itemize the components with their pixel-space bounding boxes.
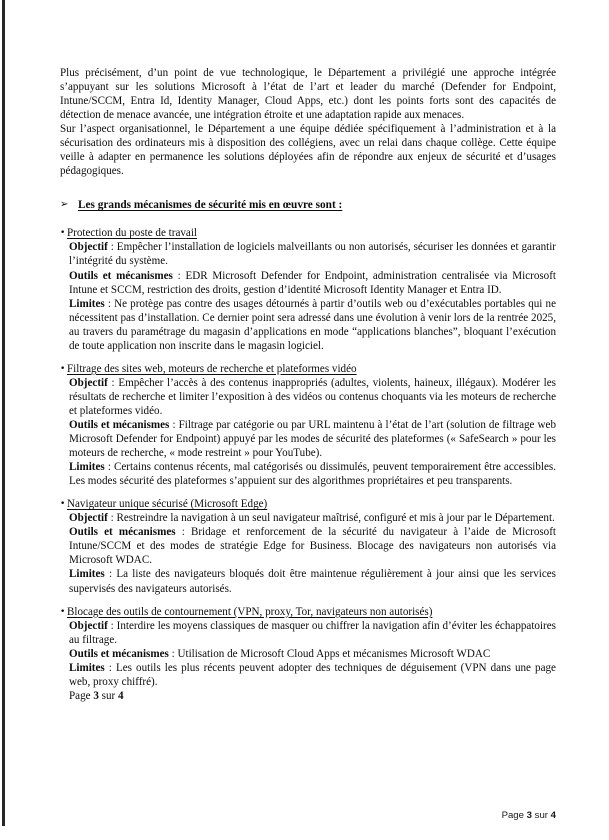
label-separator: : (172, 269, 186, 282)
limites-label: Limites (69, 297, 105, 310)
objectif-label: Objectif (69, 241, 108, 254)
outils-paragraph (69, 525, 556, 567)
objectif-label: Objectif (69, 512, 108, 525)
label-separator: : (169, 418, 179, 431)
inline-page-prefix: Page (69, 689, 94, 702)
footer-page-current: 3 (526, 810, 532, 821)
mechanism-section (60, 226, 556, 352)
round-bullet-icon: • (60, 499, 66, 510)
outils-label: Outils et mécanismes (69, 269, 173, 282)
label-separator: : (175, 526, 191, 539)
outils-text: Utilisation de Microsoft Cloud Apps et mécanismes Microsoft WDAC (177, 647, 491, 660)
footer-page-middle: sur (531, 810, 551, 821)
scan-edge-artifact (2, 0, 5, 826)
limites-label: Limites (69, 568, 105, 581)
mechanism-title: Filtrage des sites web, moteurs de recherche et plateformes vidéo (67, 362, 357, 375)
document-page (60, 66, 556, 712)
mechanism-title-row (60, 362, 556, 376)
limites-label: Limites (69, 461, 105, 474)
limites-text: Certains contenus récents, mal catégorisés ou dissimulés, peuvent temporairement être accessibles. Les modes sécurité des plateformes s’appuient sur des algorithmes propriétaires et peu transparents. (69, 461, 556, 488)
mechanism-title: Protection du poste de travail (67, 227, 198, 240)
mechanism-section (60, 605, 556, 703)
outils-text: Bridage et renforcement de la sécurité du navigateur à l’aide de Microsoft Intune/SCCM et des modes de stratégie Edge for Business. Blocage des navigateurs non autorisés via Microsoft WDAC. (69, 526, 557, 567)
outils-text: Filtrage par catégorie ou par URL maintenu à l’état de l’art (solution de filtrage web Microsoft Defender for Endpoint) appuyé par les modes de sécurité des plateformes (« SafeSearch » pour les moteurs de recherche, « mode restreint » pour YouTube). (69, 418, 556, 460)
objectif-text: Empêcher l’installation de logiciels malveillants ou non autorisés, sécuriser les données et garantir l’intégrité du système. (69, 241, 556, 268)
round-bullet-icon: • (60, 228, 66, 239)
mechanism-title-row (60, 605, 556, 619)
mechanism-title: Navigateur unique sécurisé (Microsoft Edge) (67, 498, 268, 511)
outils-paragraph (69, 418, 556, 460)
arrow-bullet-icon: ➢ (60, 199, 69, 211)
objectif-text: Interdire les moyens classiques de masquer ou chiffrer la navigation afin d’éviter les échappatoires au filtrage. (69, 619, 556, 646)
label-separator: : (104, 568, 117, 581)
intro-paragraph-2: Sur l’aspect organisationnel, le Département a une équipe dédiée spécifiquement à l’administration et à la sécurisation des ordinateurs mis à disposition des collégiens, avec un relai dans chaque collège. Cette équipe veille à adapter en permanence les solutions déployées afin de répondre aux enjeux de sécurité et d’usages pédagogiques. (60, 123, 556, 178)
limites-paragraph (69, 460, 556, 488)
limites-paragraph (69, 297, 556, 353)
objectif-text: Empêcher l’accès à des contenus inappropriés (adultes, violents, haineux, illégaux). Modérer les résultats de recherche et limiter l’exposition à des vidéos ou contenus choquants via les moteurs de recherche et plateformes vidéo. (69, 376, 556, 417)
footer-page-prefix: Page (501, 810, 527, 821)
limites-paragraph (69, 567, 556, 595)
mechanism-title-row (60, 497, 556, 511)
mechanism-title-row (60, 226, 556, 240)
outils-paragraph (69, 269, 556, 297)
round-bullet-icon: • (60, 363, 66, 374)
label-separator: : (107, 619, 117, 632)
label-separator: : (107, 376, 119, 389)
inline-page-marker (69, 689, 556, 703)
label-separator: : (107, 512, 117, 525)
objectif-paragraph (69, 240, 556, 268)
mechanism-body (60, 240, 556, 352)
outils-text: EDR Microsoft Defender for Endpoint, administration centralisée via Microsoft Intune et SCCM, restriction des droits, gestion d’identité Microsoft Identity Manager et Entra ID. (69, 269, 557, 296)
objectif-label: Objectif (69, 619, 108, 632)
limites-text: Ne protège pas contre des usages détournés à partir d’outils web ou d’exécutables portables qui ne nécessitent pas d’installation. Ce dernier point sera adressé dans une évolution à venir lors de la rentrée 2025, au travers du paramétrage du magasin d’applications en mode “applications blanches”, bloquant l’exécution de toute application non inscrite dans le magasin logiciel. (69, 297, 556, 352)
round-bullet-icon: • (60, 606, 66, 617)
objectif-label: Objectif (69, 376, 108, 389)
mechanism-body (60, 511, 556, 595)
label-separator: : (107, 241, 117, 254)
outils-paragraph (69, 647, 556, 661)
label-separator: : (104, 661, 116, 674)
objectif-paragraph (69, 376, 556, 418)
limites-text: Les outils les plus récents peuvent adopter des techniques de déguisement (VPN dans une page web, proxy chiffré). (69, 661, 556, 688)
mechanism-section (60, 362, 556, 488)
label-separator: : (168, 647, 178, 660)
section-heading (60, 198, 556, 212)
mechanism-title: Blocage des outils de contournement (VPN, proxy, Tor, navigateurs non autorisés) (67, 605, 433, 618)
mechanism-section (60, 497, 556, 595)
outils-label: Outils et mécanismes (69, 647, 169, 660)
objectif-paragraph (69, 619, 556, 647)
outils-label: Outils et mécanismes (69, 418, 170, 431)
intro-section (60, 66, 556, 178)
section-heading-text: Les grands mécanismes de sécurité mis en œuvre sont : (78, 199, 343, 212)
limites-paragraph (69, 661, 556, 689)
objectif-text: Restreindre la navigation à un seul navigateur maîtrisé, configuré et mis à jour par le Département. (116, 512, 555, 525)
page-footer (60, 810, 556, 821)
limites-label: Limites (69, 661, 105, 674)
label-separator: : (104, 297, 115, 310)
objectif-paragraph (69, 511, 556, 525)
inline-page-current: 3 (93, 689, 99, 702)
mechanism-body (60, 376, 556, 488)
inline-page-total: 4 (118, 689, 124, 702)
outils-label: Outils et mécanismes (69, 526, 176, 539)
mechanism-body (60, 619, 556, 703)
intro-paragraph-1: Plus précisément, d’un point de vue technologique, le Département a privilégié une approche intégrée s’appuyant sur les solutions Microsoft à l’état de l’art et leader du marché (Defender for Endpoint, Intune/SCCM, Entra Id, Identity Manager, Cloud Apps, etc.) dont les points forts sont des capacités de détection de menace avancée, une intégration étroite et une adaptation rapide aux menaces. (60, 67, 556, 122)
label-separator: : (104, 461, 114, 474)
footer-page-total: 4 (550, 810, 556, 821)
limites-text: La liste des navigateurs bloqués doit être maintenue régulièrement à jour ainsi que les services supervisés des navigateurs autorisés. (69, 568, 556, 595)
inline-page-middle: sur (98, 689, 118, 702)
